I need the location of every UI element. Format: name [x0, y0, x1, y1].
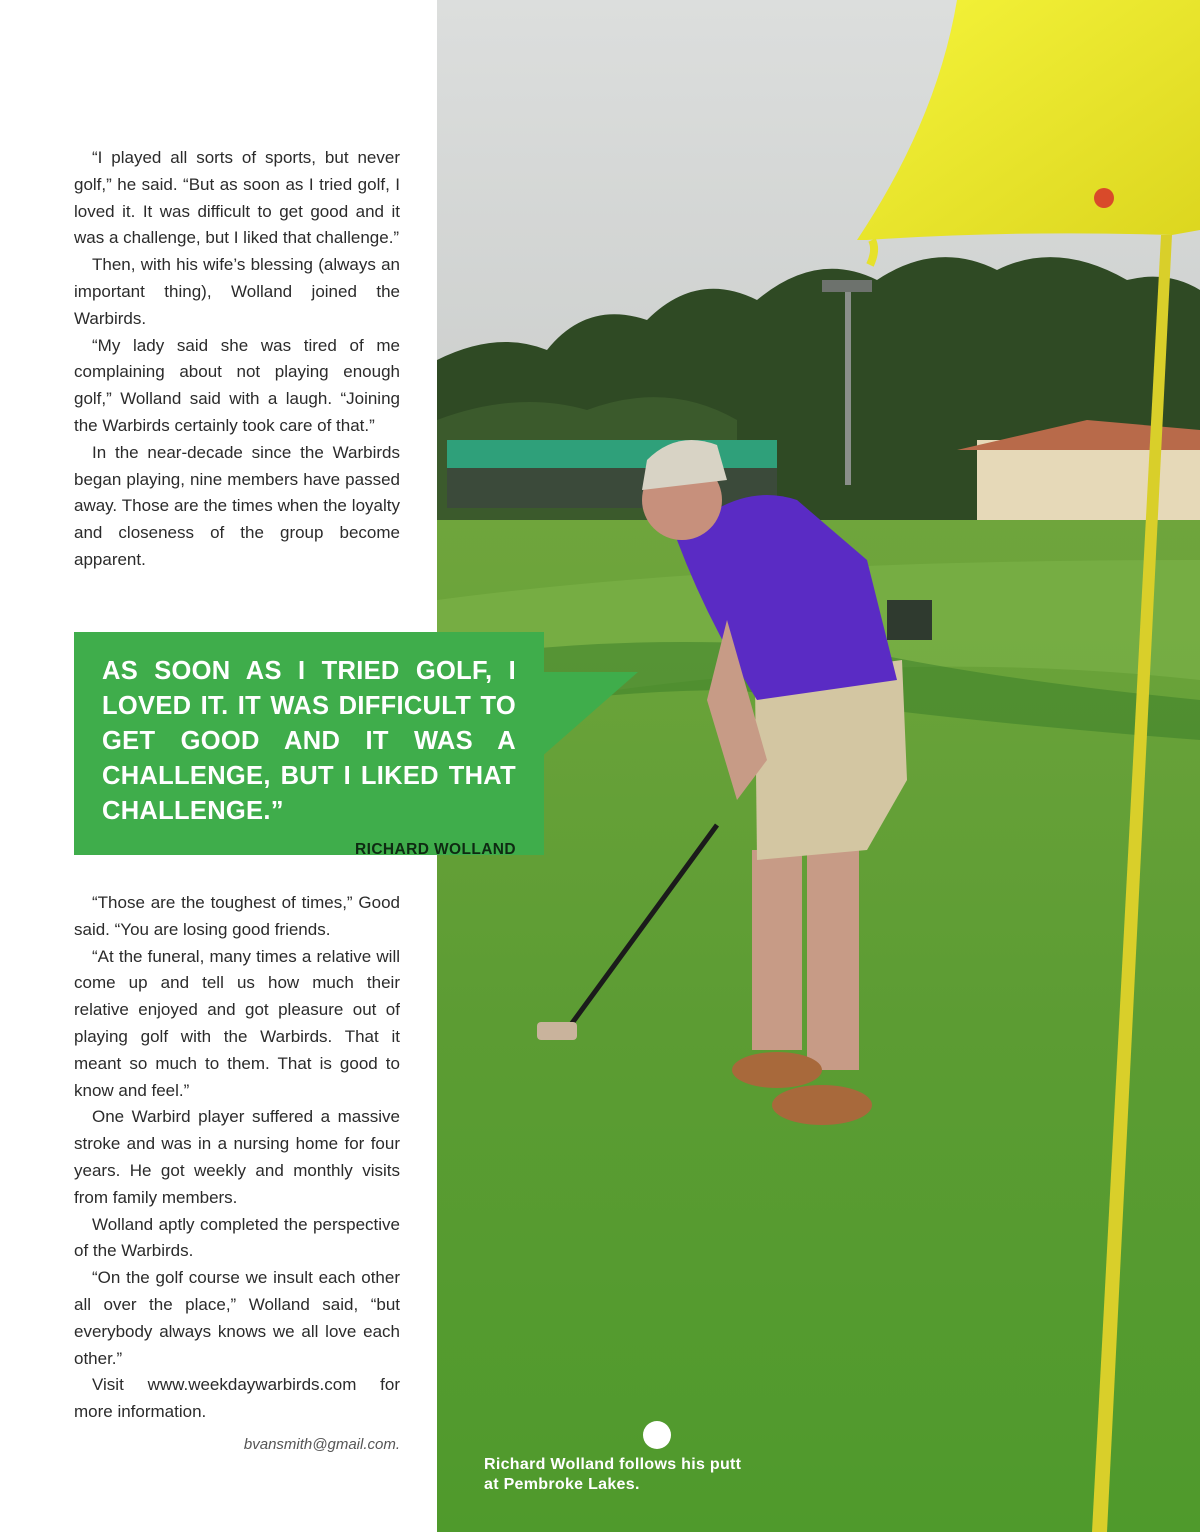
article-paragraph: Then, with his wife’s blessing (always an important thing), Wolland joined the Warbirds.	[74, 255, 400, 328]
golf-photo	[437, 0, 1200, 1532]
article-column-bottom	[74, 890, 400, 1459]
pull-quote-text: AS SOON AS I TRIED GOLF, I LOVED IT. IT WAS DIFFICULT TO GET GOOD AND IT WAS A CHALLENGE, BUT I LIKED THAT CHALLENGE.”	[102, 657, 516, 825]
article-paragraph: “On the golf course we insult each other all over the place,” Wolland said, “but everybody always knows we all love each other.”	[74, 1268, 400, 1368]
pull-quote	[74, 632, 544, 858]
pull-quote-attribution: RICHARD WOLLAND	[355, 841, 516, 858]
article-paragraph: In the near-decade since the Warbirds began playing, nine members have passed away. Those are the times when the loyalty and closeness of the group become apparent.	[74, 442, 400, 569]
speech-bubble-pointer	[540, 670, 640, 760]
photo-caption: Richard Wolland follows his putt at Pembroke Lakes.	[484, 1456, 742, 1493]
article-paragraph: “My lady said she was tired of me complaining about not playing enough golf,” Wolland said with a laugh. “Joining the Warbirds certainly took care of that.”	[74, 335, 400, 435]
article-paragraph: “Those are the toughest of times,” Good said. “You are losing good friends.	[74, 893, 400, 939]
author-email: bvansmith@gmail.com.	[243, 1435, 400, 1453]
article-paragraph: “At the funeral, many times a relative will come up and tell us how much their relative enjoyed and got pleasure out of playing golf with the Warbirds. That it meant so much to them. That is good to know and feel.”	[74, 946, 400, 1100]
article-paragraph: One Warbird player suffered a massive stroke and was in a nursing home for four years. He got weekly and monthly visits from family members.	[74, 1107, 400, 1207]
article-paragraph: Visit www.weekdaywarbirds.com for more information.	[74, 1375, 400, 1422]
article-paragraph: “I played all sorts of sports, but never golf,” he said. “But as soon as I tried golf, I loved it. It was difficult to get good and it was a challenge, but I liked that challenge.”	[74, 148, 400, 248]
article-paragraph: Wolland aptly completed the perspective of the Warbirds.	[74, 1214, 400, 1261]
article-column-top	[74, 145, 400, 574]
